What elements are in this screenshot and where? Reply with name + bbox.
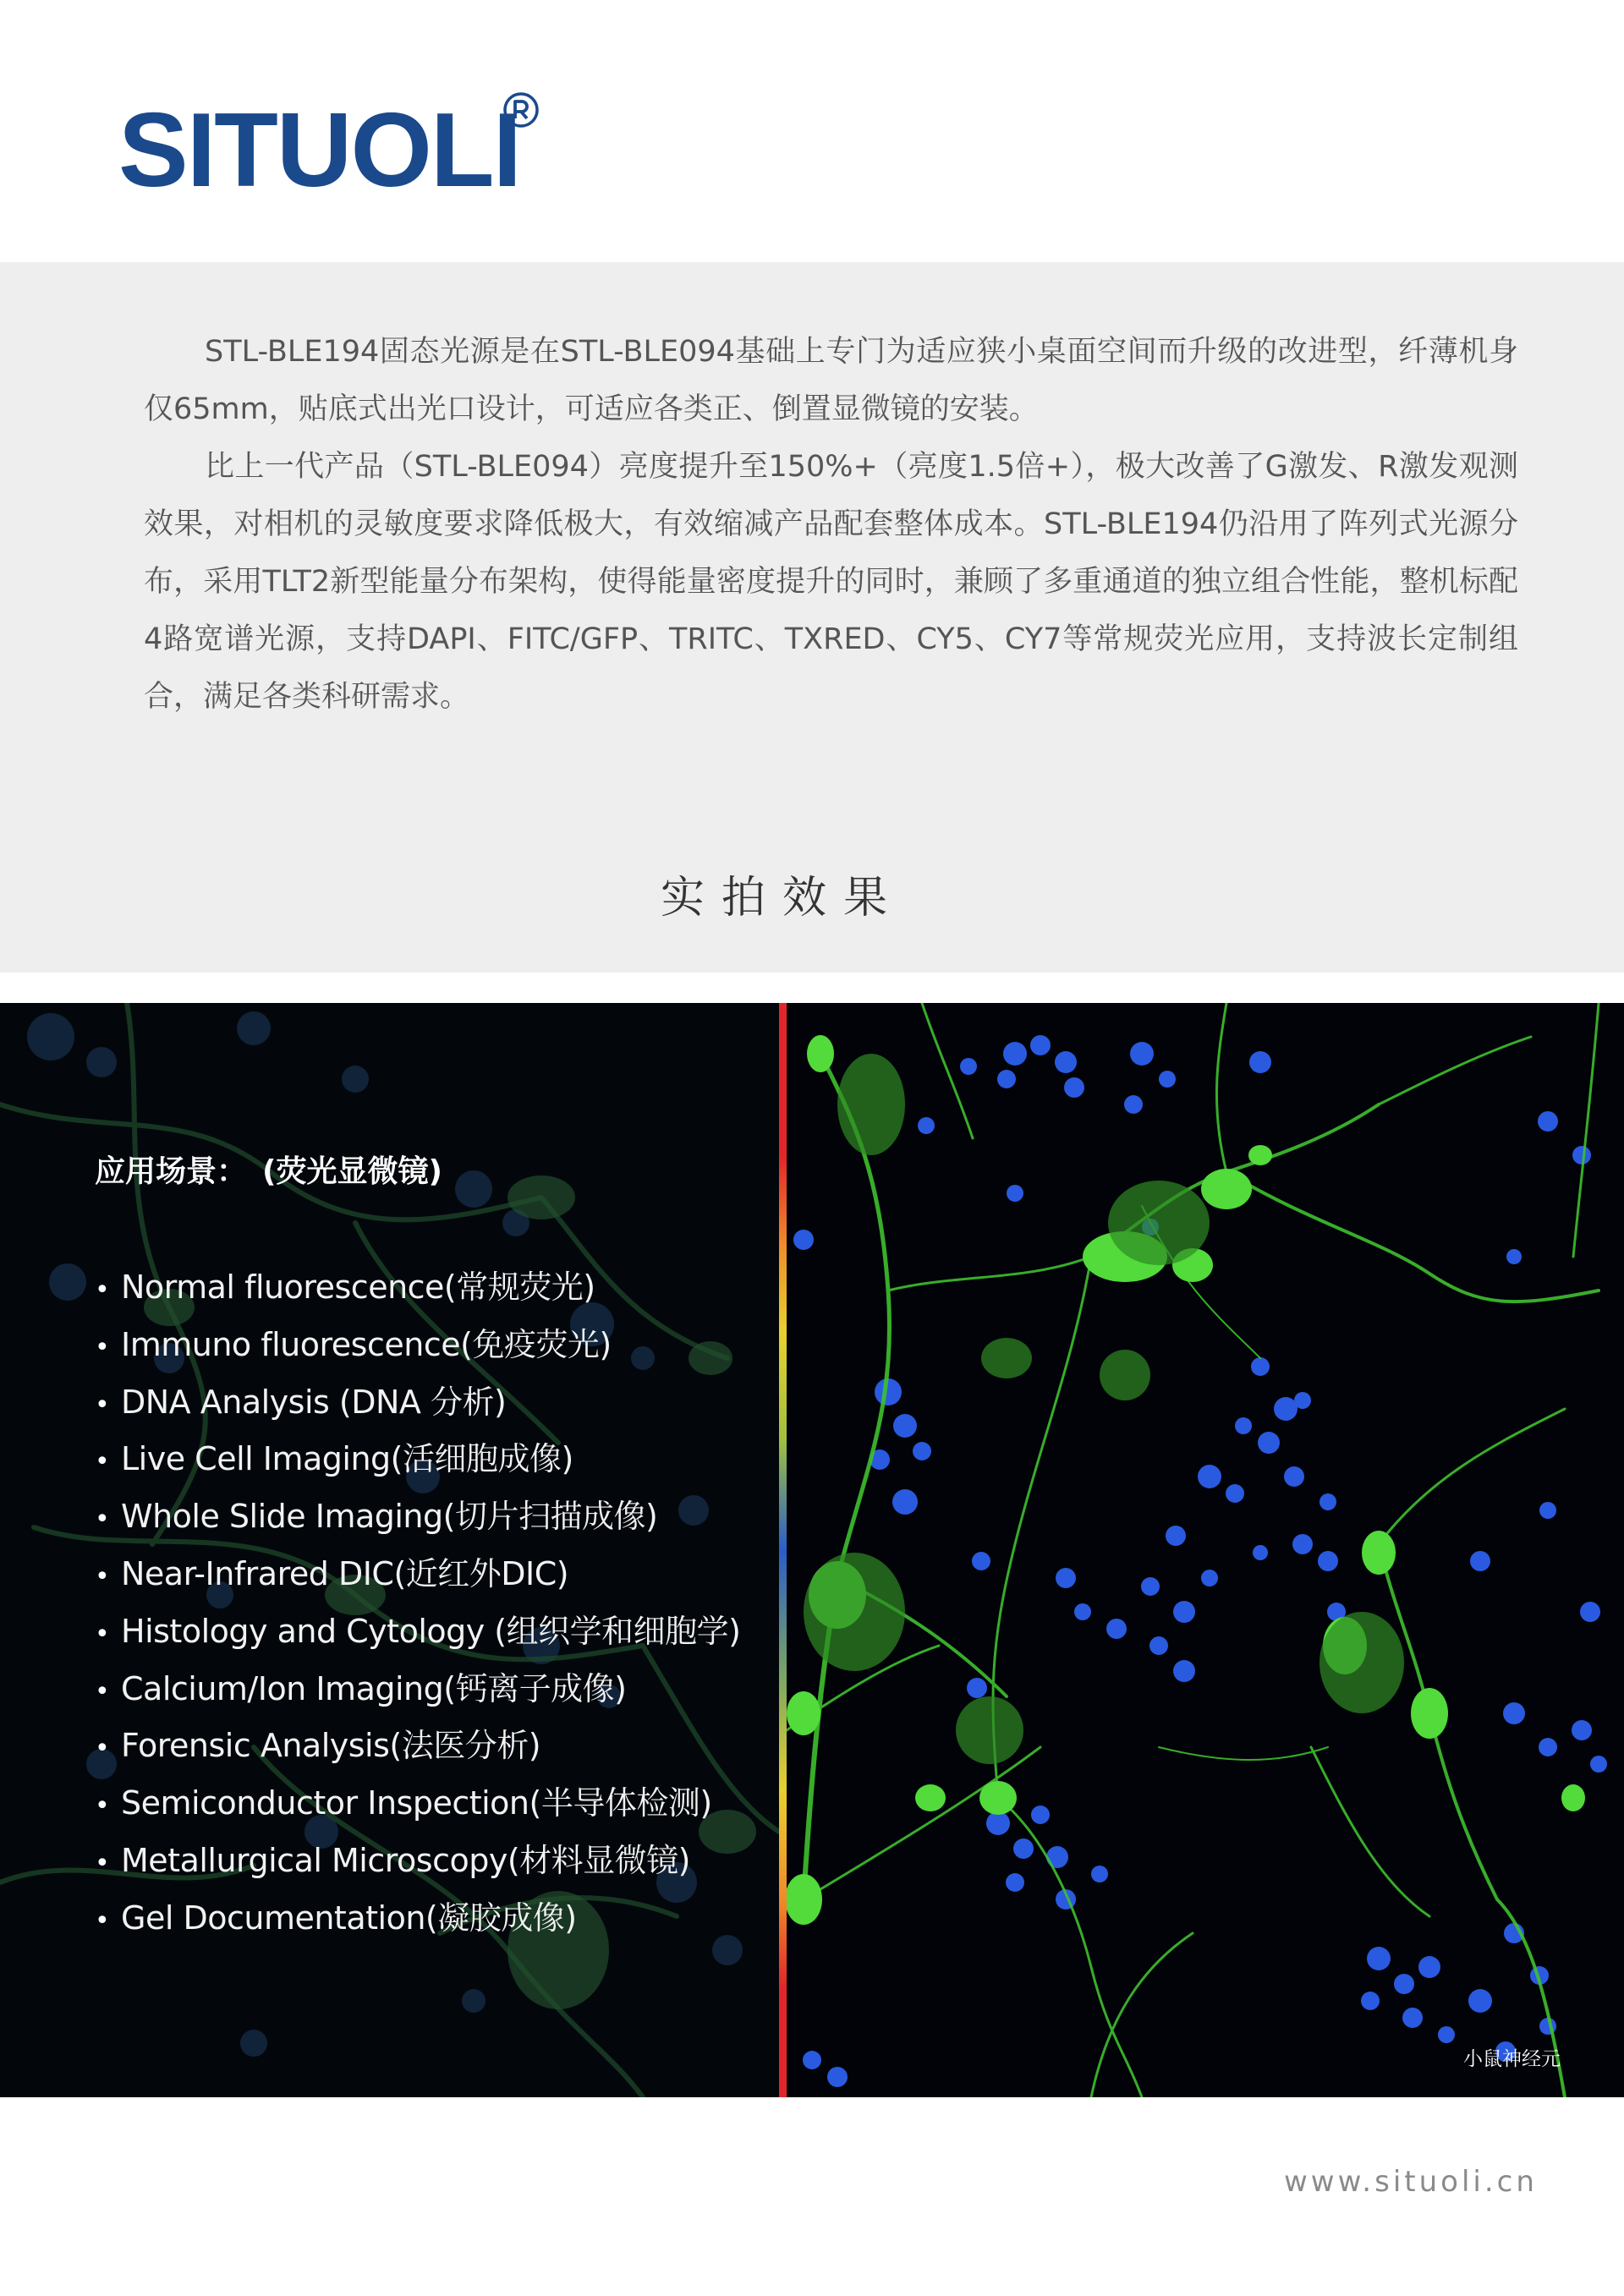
list-item: • Calcium/Ion Imaging(钙离子成像): [95, 1665, 740, 1723]
bullet-icon: •: [95, 1561, 110, 1592]
website-link[interactable]: www.situoli.cn: [1284, 2165, 1538, 2199]
product-description: [144, 323, 1518, 726]
list-item: • Whole Slide Imaging(切片扫描成像): [95, 1493, 740, 1550]
bullet-icon: •: [95, 1504, 110, 1535]
bullet-icon: •: [95, 1619, 110, 1649]
bullet-icon: •: [95, 1734, 110, 1764]
list-item: • Forensic Analysis(法医分析): [95, 1722, 740, 1779]
bullet-icon: •: [95, 1791, 110, 1822]
list-item: • Immuno fluorescence(免疫荧光): [95, 1321, 740, 1378]
applications-list: [95, 1263, 740, 1952]
mouse-neuron-micrograph: [787, 1003, 1624, 2097]
section-title: 实拍效果: [660, 873, 904, 923]
spectrum-divider: [779, 1003, 787, 2097]
bullet-icon: •: [95, 1332, 110, 1362]
registered-trademark-icon: [502, 91, 540, 129]
applications-heading: 应用场景： (荧光显微镜): [95, 1154, 442, 1189]
list-item: • Semiconductor Inspection(半导体检测): [95, 1779, 740, 1837]
bullet-icon: •: [95, 1447, 110, 1477]
list-item: • Metallurgical Microscopy(材料显微镜): [95, 1837, 740, 1894]
intro-paragraph: STL-BLE194固态光源是在STL-BLE094基础上专门为适应狭小桌面空间而升级的改进型，纤薄机身仅65mm，贴底式出光口设计，可适应各类正、倒置显微镜的安装。: [144, 335, 1518, 426]
list-item: • Histology and Cytology (组织学和细胞学): [95, 1608, 740, 1665]
list-item: • DNA Analysis (DNA 分析): [95, 1378, 740, 1436]
bullet-icon: •: [95, 1389, 110, 1420]
bullet-icon: •: [95, 1848, 110, 1878]
intro-paragraph: 比上一代产品（STL-BLE094）亮度提升至150%+（亮度1.5倍+），极大改善了G激发、R激发观测效果，对相机的灵敏度要求降低极大，有效缩减产品配套整体成本。STL-BLE194仍沿用了阵列式光源分布，采用TLT2新型能量分布架构，使得能量密度提升的同时，兼顾了多重通道的独立组合性能，整机标配4路宽谱光源，支持DAPI、FITC/GFP、TRITC、TXRED、CY5、CY7等常规荧光应用，支持波长定制组合，满足各类科研需求。: [144, 450, 1518, 714]
bullet-icon: •: [95, 1676, 110, 1707]
bullet-icon: •: [95, 1275, 110, 1305]
image-caption: 小鼠神经元: [1463, 2048, 1561, 2070]
list-item: • Near-Infrared DIC(近红外DIC): [95, 1550, 740, 1608]
list-item: • Normal fluorescence(常规荧光): [95, 1263, 740, 1321]
list-item: • Live Cell Imaging(活细胞成像): [95, 1435, 740, 1493]
list-item: • Gel Documentation(凝胶成像): [95, 1894, 740, 1952]
brand-logo: SITUOLI: [118, 92, 521, 209]
bullet-icon: •: [95, 1905, 110, 1936]
